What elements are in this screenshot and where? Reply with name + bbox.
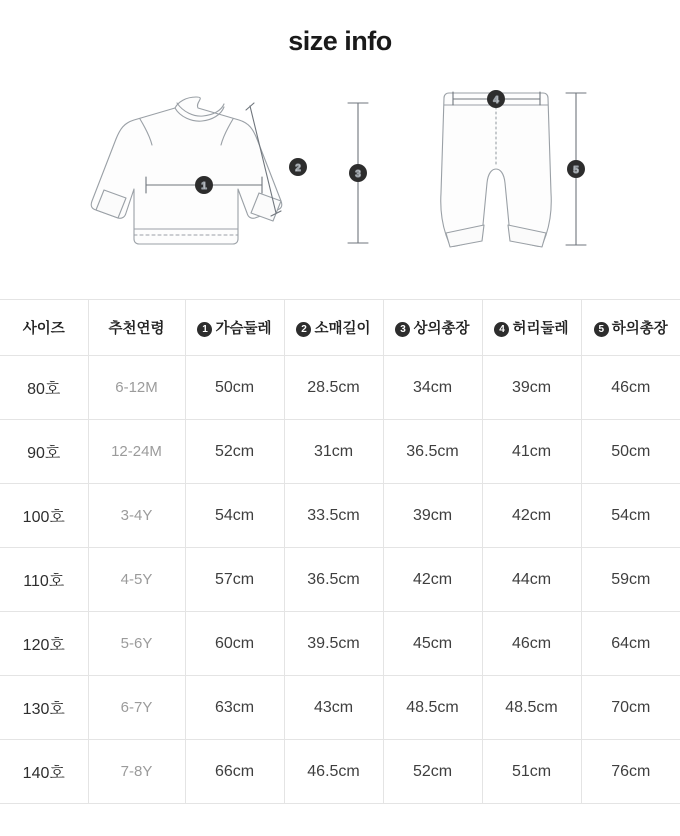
- cell-top-length: 42cm: [383, 548, 482, 612]
- cell-sleeve: 46.5cm: [284, 740, 383, 804]
- badge-number-1: 1: [197, 322, 212, 337]
- table-row: [0, 356, 680, 420]
- cell-top-length: 52cm: [383, 740, 482, 804]
- cell-waist: 44cm: [482, 548, 581, 612]
- cell-pants-length: 70cm: [581, 676, 680, 740]
- cell-sleeve: 33.5cm: [284, 484, 383, 548]
- page-title: size info: [288, 26, 392, 56]
- cell-pants-length: 59cm: [581, 548, 680, 612]
- cell-size: 90호: [0, 420, 88, 484]
- cell-sleeve: 43cm: [284, 676, 383, 740]
- cell-chest: 66cm: [185, 740, 284, 804]
- header-waist-label: 허리둘레: [512, 321, 569, 337]
- cell-pants-length: 46cm: [581, 356, 680, 420]
- cell-waist: 39cm: [482, 356, 581, 420]
- cell-age: 3-4Y: [88, 484, 185, 548]
- badge-number-4: 4: [494, 322, 509, 337]
- cell-age: 12-24M: [88, 420, 185, 484]
- header-waist: [482, 300, 581, 356]
- cell-size: 100호: [0, 484, 88, 548]
- cell-size: 110호: [0, 548, 88, 612]
- cell-pants-length: 50cm: [581, 420, 680, 484]
- cell-top-length: 34cm: [383, 356, 482, 420]
- cell-top-length: 48.5cm: [383, 676, 482, 740]
- header-size: [0, 300, 88, 356]
- cell-size: 130호: [0, 676, 88, 740]
- cell-pants-length: 64cm: [581, 612, 680, 676]
- cell-top-length: 39cm: [383, 484, 482, 548]
- cell-top-length: 45cm: [383, 612, 482, 676]
- badge-4-label: 4: [493, 95, 499, 106]
- table-row: [0, 612, 680, 676]
- cell-waist: 41cm: [482, 420, 581, 484]
- table-row: [0, 484, 680, 548]
- header-top-length-label: 상의총장: [413, 321, 470, 337]
- header-top-length: [383, 300, 482, 356]
- garment-illustration: [0, 73, 680, 293]
- cell-top-length: 36.5cm: [383, 420, 482, 484]
- size-table-header: [0, 300, 680, 356]
- cell-sleeve: 36.5cm: [284, 548, 383, 612]
- badge-number-5: 5: [594, 322, 609, 337]
- cell-sleeve: 31cm: [284, 420, 383, 484]
- table-header-row: [0, 300, 680, 356]
- cell-chest: 50cm: [185, 356, 284, 420]
- header-sleeve-label: 소매길이: [314, 321, 371, 337]
- cell-size: 140호: [0, 740, 88, 804]
- badge-5-label: 5: [573, 165, 579, 176]
- header-pants-length-label: 하의총장: [611, 321, 668, 337]
- cell-pants-length: 76cm: [581, 740, 680, 804]
- badge-number-2: 2: [296, 322, 311, 337]
- cell-age: 4-5Y: [88, 548, 185, 612]
- cell-sleeve: 28.5cm: [284, 356, 383, 420]
- header-size-label: 사이즈: [22, 321, 65, 337]
- cell-size: 80호: [0, 356, 88, 420]
- header-sleeve: [284, 300, 383, 356]
- header-age-label: 추천연령: [108, 321, 165, 337]
- table-row: [0, 420, 680, 484]
- header-pants-length: [581, 300, 680, 356]
- cell-chest: 52cm: [185, 420, 284, 484]
- cell-sleeve: 39.5cm: [284, 612, 383, 676]
- cell-age: 6-12M: [88, 356, 185, 420]
- cell-waist: 48.5cm: [482, 676, 581, 740]
- table-row: [0, 676, 680, 740]
- cell-pants-length: 54cm: [581, 484, 680, 548]
- cell-waist: 42cm: [482, 484, 581, 548]
- cell-chest: 54cm: [185, 484, 284, 548]
- cell-age: 5-6Y: [88, 612, 185, 676]
- header-age: [88, 300, 185, 356]
- size-table-body: [0, 356, 680, 804]
- cell-waist: 46cm: [482, 612, 581, 676]
- cell-age: 6-7Y: [88, 676, 185, 740]
- badge-number-3: 3: [395, 322, 410, 337]
- cell-chest: 60cm: [185, 612, 284, 676]
- badge-3-label: 3: [355, 169, 361, 180]
- badge-2-label: 2: [295, 163, 301, 174]
- header-chest-label: 가슴둘레: [215, 321, 272, 337]
- cell-chest: 57cm: [185, 548, 284, 612]
- header-chest: [185, 300, 284, 356]
- badge-1-label: 1: [201, 181, 207, 192]
- illustration-svg: [0, 73, 680, 283]
- cell-size: 120호: [0, 612, 88, 676]
- cell-waist: 51cm: [482, 740, 581, 804]
- size-table: [0, 299, 680, 804]
- pants-garment-drawing: [441, 93, 552, 247]
- cell-chest: 63cm: [185, 676, 284, 740]
- cell-age: 7-8Y: [88, 740, 185, 804]
- table-row: [0, 548, 680, 612]
- table-row: [0, 740, 680, 804]
